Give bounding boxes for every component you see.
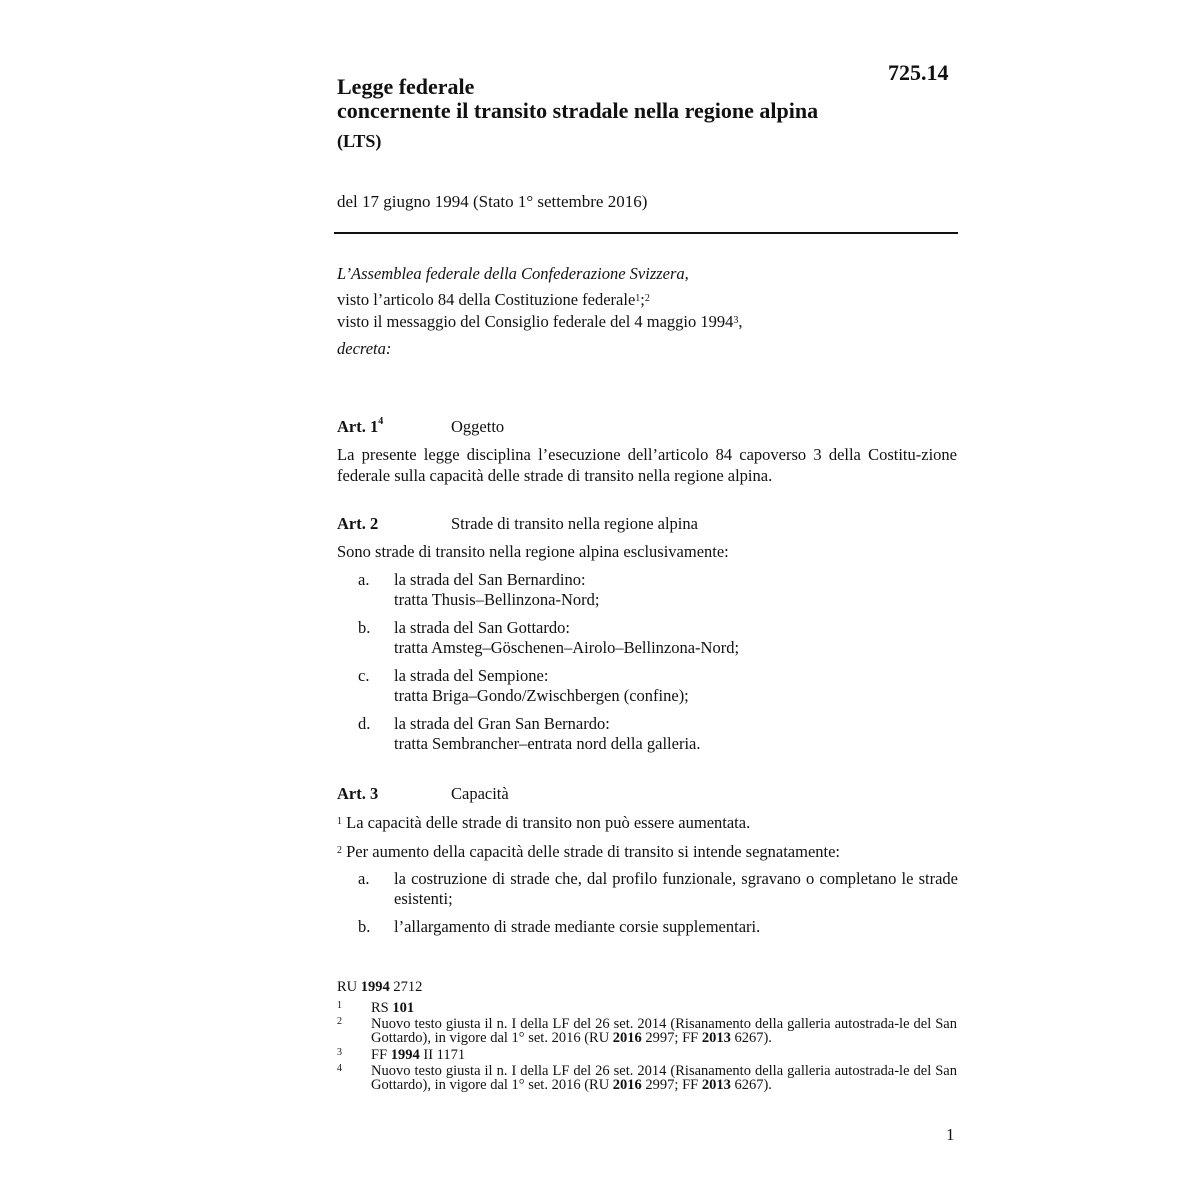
footnote-bold: 101 bbox=[392, 1000, 415, 1016]
footnote-year-2: 2013 bbox=[701, 1030, 731, 1046]
footnote-4 bbox=[337, 1064, 957, 1092]
footnote-1 bbox=[337, 1001, 957, 1015]
footnote-text-b: 2997; FF bbox=[645, 1077, 699, 1093]
article-3-item-b bbox=[358, 917, 958, 937]
article-1-heading bbox=[337, 417, 504, 437]
visto-2-end: , bbox=[738, 312, 743, 331]
item-letter: b. bbox=[358, 618, 371, 637]
preamble-visto-1 bbox=[337, 290, 650, 310]
footnote-text-c: 6267). bbox=[734, 1077, 772, 1093]
paragraph-number-2: 2 bbox=[337, 845, 342, 856]
footnote-ref-4[interactable]: 4 bbox=[378, 416, 384, 427]
article-3-paragraph-1 bbox=[337, 812, 957, 833]
footnote-ref-3[interactable]: 3 bbox=[733, 315, 739, 326]
footnote-bold: 1994 bbox=[390, 1047, 420, 1063]
item-line-1: la strada del San Bernardino: bbox=[394, 570, 586, 589]
footnote-text-a: Nuovo testo giusta il n. I della LF del 26 set. 2014 (Risanamento della galleria autostrada-le del San Gottardo), in vigore dal 1° set. 2016 (RU bbox=[371, 1016, 957, 1046]
footnote-text-c: 6267). bbox=[734, 1030, 772, 1046]
title-block bbox=[337, 75, 818, 152]
item-line-1: la strada del Gran San Bernardo: bbox=[394, 714, 610, 733]
visto-1-text: visto l’articolo 84 della Costituzione federale bbox=[337, 290, 636, 309]
footnote-number: 1 bbox=[337, 1000, 342, 1011]
article-3-number: Art. 3 bbox=[337, 784, 379, 803]
footnote-text-a: Nuovo testo giusta il n. I della LF del 26 set. 2014 (Risanamento della galleria autostrada-le del San Gottardo), in vigore dal 1° set. 2016 (RU bbox=[371, 1063, 957, 1093]
footnote-prefix: FF bbox=[371, 1047, 388, 1063]
article-3-paragraph-2 bbox=[337, 841, 957, 862]
footnote-3 bbox=[337, 1048, 957, 1062]
article-2-item-b bbox=[358, 618, 958, 658]
source-year: 1994 bbox=[360, 979, 390, 995]
item-line-2: tratta Thusis–Bellinzona-Nord; bbox=[394, 590, 600, 609]
paragraph-1-text: La capacità delle strade di transito non può essere aumentata. bbox=[346, 813, 751, 832]
item-line-2: tratta Sembrancher–entrata nord della galleria. bbox=[394, 734, 701, 753]
source-page: 2712 bbox=[393, 979, 423, 995]
footnote-suffix: II 1171 bbox=[423, 1047, 466, 1063]
footnote-ref-1[interactable]: 1 bbox=[635, 293, 641, 304]
footnote-number: 4 bbox=[337, 1063, 342, 1074]
article-1-number bbox=[337, 417, 451, 437]
item-letter: b. bbox=[358, 917, 371, 936]
article-2-item-d bbox=[358, 714, 958, 754]
title-abbreviation: (LTS) bbox=[337, 131, 382, 151]
item-text: l’allargamento di strade mediante corsie supplementari. bbox=[394, 917, 761, 936]
title-line-2: concernente il transito stradale nella regione alpina bbox=[337, 98, 819, 123]
article-2-number: Art. 2 bbox=[337, 514, 379, 533]
paragraph-2-text: Per aumento della capacità delle strade di transito si intende segnatamente: bbox=[346, 842, 841, 861]
item-line-1: la strada del Sempione: bbox=[394, 666, 549, 685]
article-3-item-a bbox=[358, 869, 958, 909]
footnote-2 bbox=[337, 1017, 957, 1045]
visto-2-text: visto il messaggio del Consiglio federale del 4 maggio 1994 bbox=[337, 312, 734, 331]
article-3-heading bbox=[337, 784, 509, 804]
item-letter: d. bbox=[358, 714, 371, 733]
footnote-year-1: 2016 bbox=[612, 1077, 642, 1093]
visto-1-separator: ; bbox=[640, 290, 645, 309]
preamble-assembly: L’Assemblea federale della Confederazione Svizzera, bbox=[337, 264, 689, 283]
footnote-number: 3 bbox=[337, 1047, 342, 1058]
source-prefix: RU bbox=[337, 979, 358, 995]
footnote-year-1: 2016 bbox=[612, 1030, 642, 1046]
article-3-title: Capacità bbox=[451, 784, 509, 803]
title-divider bbox=[334, 232, 958, 234]
article-1-title: Oggetto bbox=[451, 417, 505, 436]
article-2-item-a bbox=[358, 570, 958, 610]
footnote-ref-2[interactable]: 2 bbox=[644, 293, 650, 304]
article-1-paragraph: La presente legge disciplina l’esecuzione dell’articolo 84 capoverso 3 della Costitu-zione federale sulla capacità delle strade di transito nella regione alpina. bbox=[337, 445, 957, 485]
item-letter: a. bbox=[358, 570, 370, 589]
preamble-decreta: decreta: bbox=[337, 339, 392, 358]
footnote-prefix: RS bbox=[371, 1000, 389, 1016]
article-2-item-c bbox=[358, 666, 958, 706]
item-line-2: tratta Briga–Gondo/Zwischbergen (confine); bbox=[394, 686, 689, 705]
law-number: 725.14 bbox=[888, 60, 949, 85]
article-2-heading bbox=[337, 514, 698, 534]
footnote-number: 2 bbox=[337, 1016, 342, 1027]
footnote-text-b: 2997; FF bbox=[645, 1030, 699, 1046]
paragraph-number-1: 1 bbox=[337, 816, 342, 827]
footnote-year-2: 2013 bbox=[701, 1077, 731, 1093]
item-line-1: la strada del San Gottardo: bbox=[394, 618, 570, 637]
date-line: del 17 giugno 1994 (Stato 1° settembre 2016) bbox=[337, 192, 648, 211]
article-2-intro: Sono strade di transito nella regione alpina esclusivamente: bbox=[337, 542, 729, 561]
item-line-2: tratta Amsteg–Göschenen–Airolo–Bellinzona-Nord; bbox=[394, 638, 740, 657]
footnote-source bbox=[337, 979, 422, 996]
page-number: 1 bbox=[946, 1125, 955, 1144]
item-text: la costruzione di strade che, dal profilo funzionale, sgravano o completano le strade esistenti; bbox=[394, 869, 958, 908]
item-letter: a. bbox=[358, 869, 370, 888]
preamble-visto-2 bbox=[337, 312, 743, 332]
article-1-number-text: Art. 1 bbox=[337, 417, 379, 436]
title-line-1: Legge federale bbox=[337, 74, 475, 99]
item-letter: c. bbox=[358, 666, 370, 685]
article-2-title: Strade di transito nella regione alpina bbox=[451, 514, 698, 533]
